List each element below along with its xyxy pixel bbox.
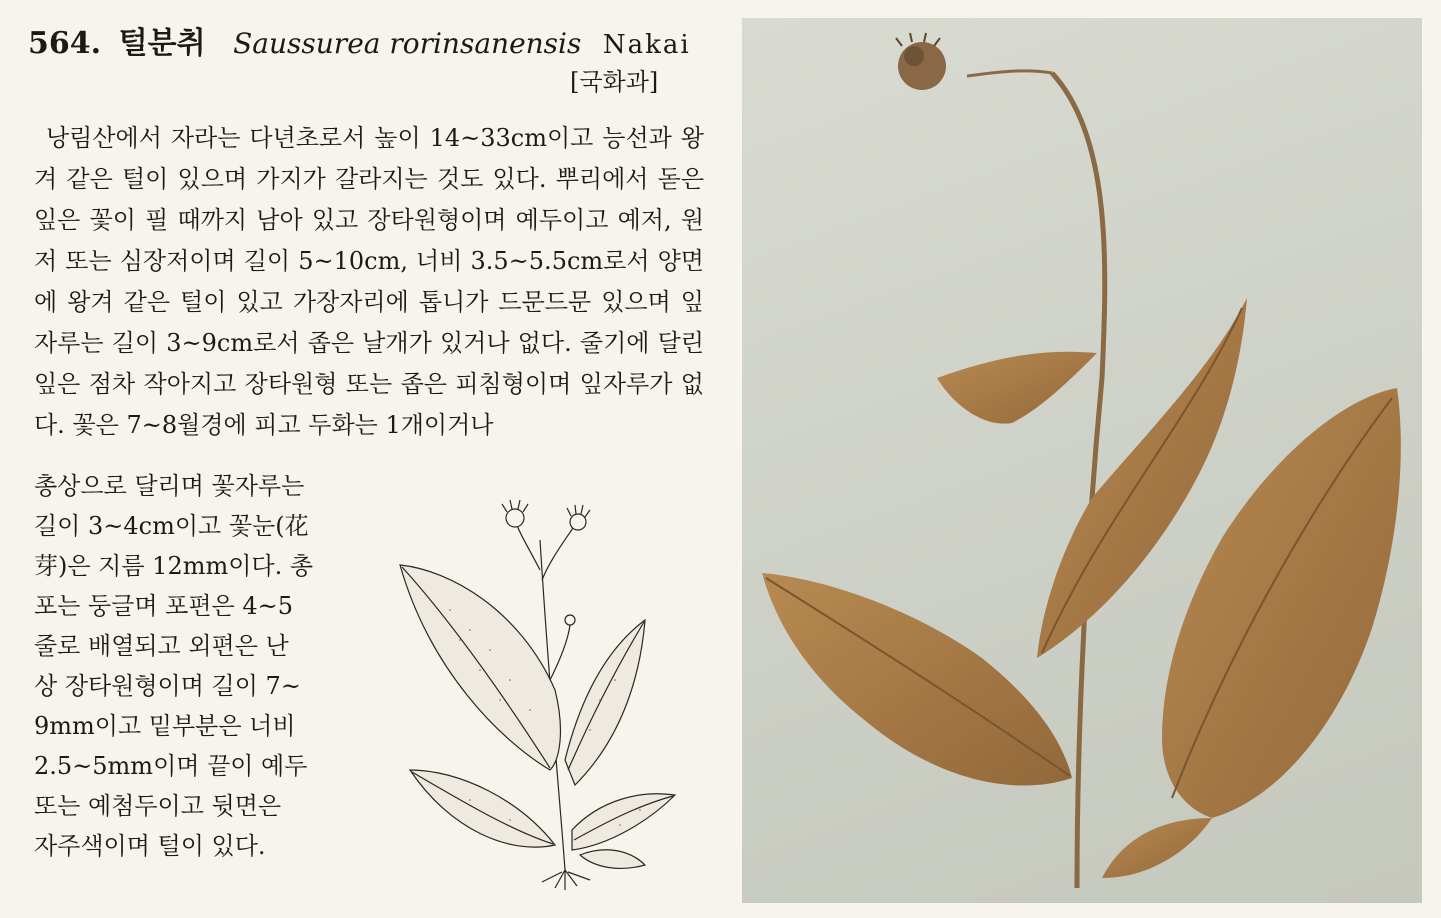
family-name: [국화과]	[570, 68, 659, 96]
wrapped-line: 포는 둥글며 포편은 4~5	[34, 592, 294, 620]
entry-title	[28, 24, 708, 65]
wrapped-line: 또는 예첨두이고 뒷면은	[34, 792, 282, 820]
wrapped-line: 9mm이고 밑부분은 너비	[34, 712, 296, 740]
wrapped-line: 芽)은 지름 12mm이다. 총	[34, 552, 314, 580]
wrapped-line: 상 장타원형이며 길이 7~	[34, 672, 301, 700]
wrapped-line: 줄로 배열되고 외편은 난	[34, 632, 289, 660]
author-name: Nakai	[602, 30, 691, 60]
entry-header	[28, 24, 708, 65]
botanical-illustration	[390, 500, 710, 890]
scientific-name: Saussurea rorinsanensis	[233, 27, 582, 60]
description-text	[34, 118, 704, 446]
herbarium-specimen-photo	[742, 18, 1422, 903]
wrapped-line: 자주색이며 털이 있다.	[34, 832, 266, 860]
wrapped-line: 길이 3~4cm이고 꽃눈(花	[34, 512, 309, 540]
description-paragraph: 낭림산에서 자라는 다년초로서 높이 14~33cm이고 능선과 왕겨 같은 털이 있으며 가지가 갈라지는 것도 있다. 뿌리에서 돋은 잎은 꽃이 필 때까지 남아 있고 장타원형이며 예두이고 예저, 원저 또는 심장저이며 길이 5~10cm, 너비 3.5~5.5cm로서 양면에 왕겨 같은 털이 있고 가장자리에 톱니가 드문드문 있으며 잎자루는 길이 3~9cm로서 좁은 날개가 있거나 없다. 줄기에 달린 잎은 점차 작아지고 장타원형 또는 좁은 피침형이며 잎자루가 없다. 꽃은 7~8월경에 피고 두화는 1개이거나	[34, 124, 704, 439]
wrapped-line: 총상으로 달리며 꽃자루는	[34, 472, 305, 500]
wrapped-line: 2.5~5mm이며 끝이 예두	[34, 752, 308, 780]
description-continuation	[34, 466, 354, 866]
dried-plant-image	[742, 18, 1422, 903]
korean-name: 털분취	[118, 26, 206, 61]
entry-number: 564.	[28, 26, 102, 61]
